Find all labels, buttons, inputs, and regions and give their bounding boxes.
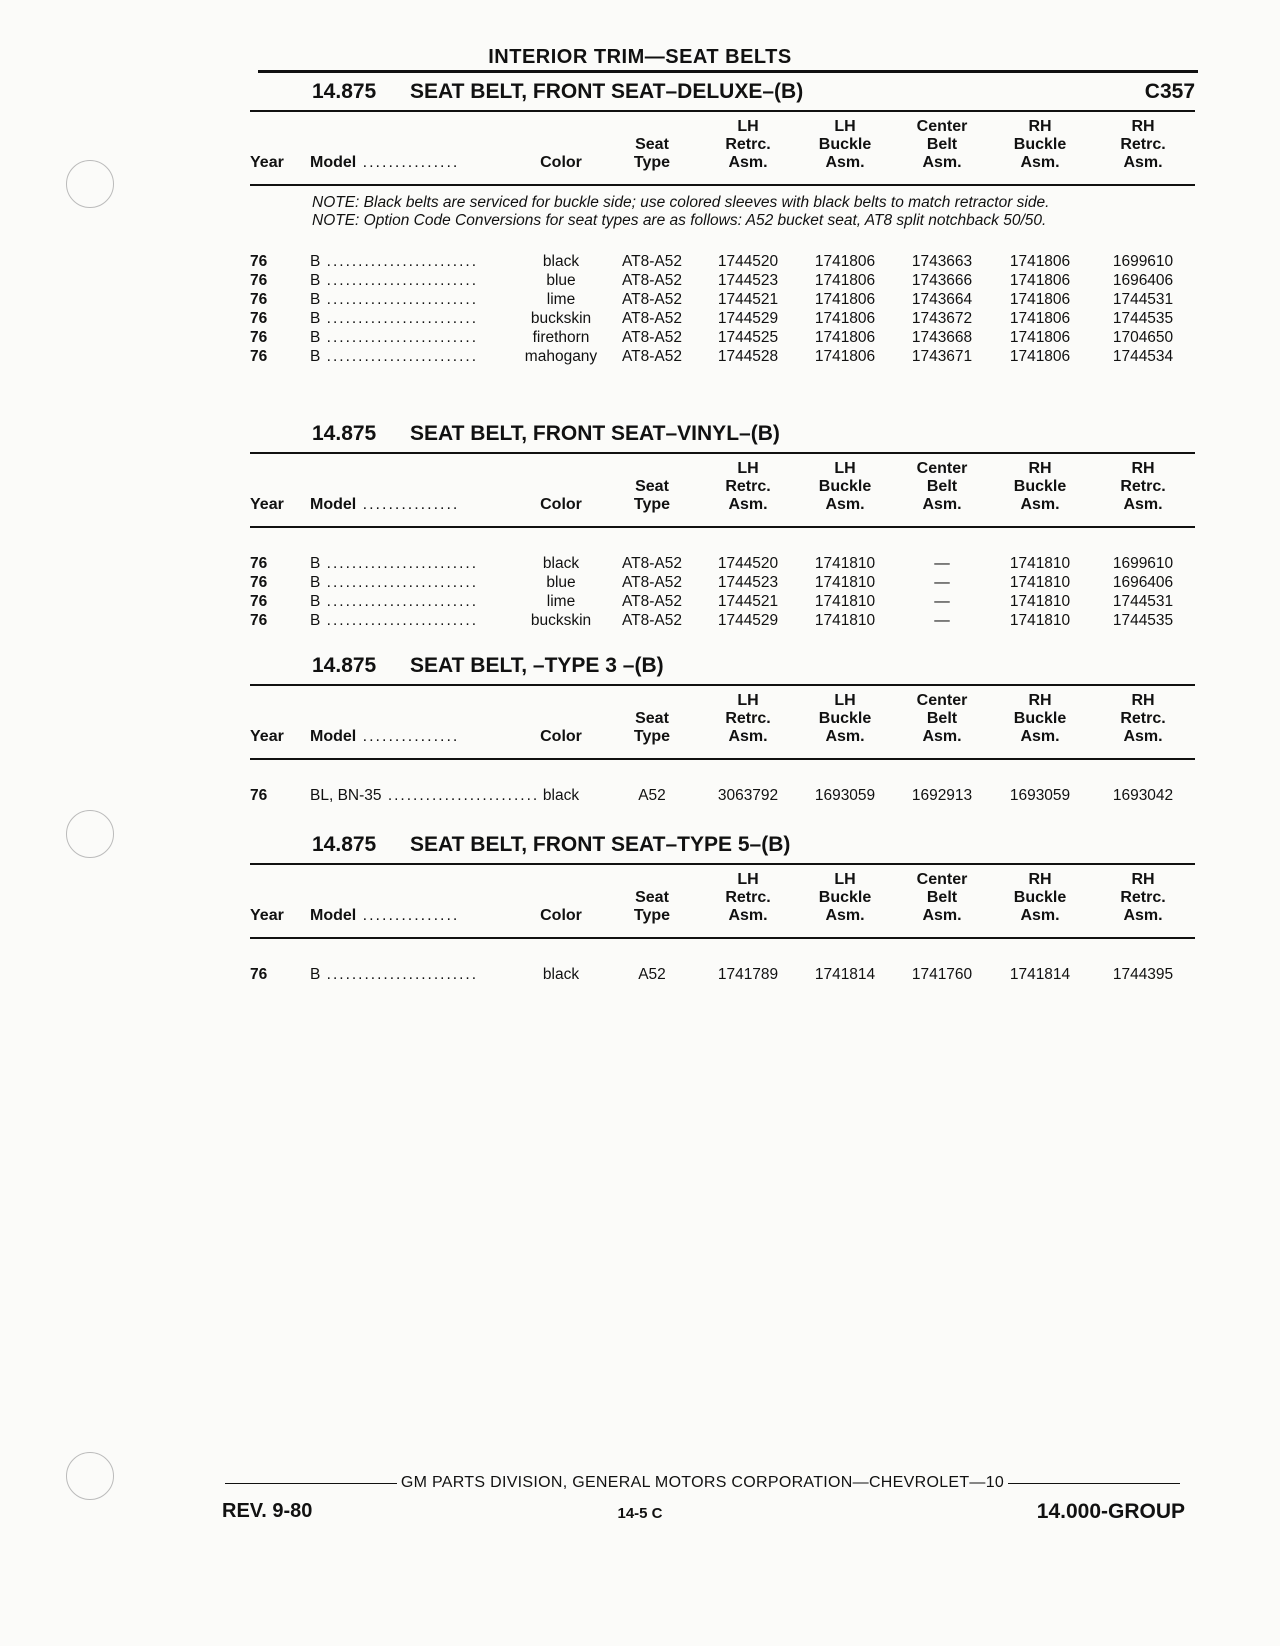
cell-rh-retrc: 1704650 [1112,329,1174,346]
column-header-center-belt: Center Belt Asm. [916,871,968,924]
cell-center-belt: — [934,593,950,610]
title-rule [258,70,1198,73]
cell-model: B ........................ [310,291,479,308]
table-row [250,252,1195,271]
section-title: SEAT BELT, FRONT SEAT–TYPE 5–(B) [410,833,791,856]
cell-color: buckskin [530,612,592,629]
cell-color: black [542,966,580,983]
cell-lh-buckle: 1741806 [814,329,876,346]
cell-rh-retrc: 1744395 [1112,966,1174,983]
column-header-year: Year [250,728,284,745]
section-heading [250,422,1195,452]
section-code: 14.875 [312,833,377,856]
cell-rh-buckle: 1741810 [1009,574,1071,591]
cell-center-belt: 1692913 [911,787,973,804]
column-header-lh-buckle: LH Buckle Asm. [818,692,872,745]
cell-lh-buckle: 1741806 [814,272,876,289]
cell-lh-buckle: 1741810 [814,612,876,629]
cell-rh-retrc: 1696406 [1112,272,1174,289]
column-header-lh-buckle: LH Buckle Asm. [818,118,872,171]
cell-lh-buckle: 1693059 [814,787,876,804]
column-header-seat-type: Seat Type [633,889,671,924]
section-title: SEAT BELT, –TYPE 3 –(B) [410,654,664,677]
cell-seat-type: AT8-A52 [621,593,683,610]
cell-lh-buckle: 1741806 [814,310,876,327]
cell-rh-buckle: 1741810 [1009,612,1071,629]
cell-lh-retrc: 1744523 [717,272,779,289]
cell-rh-buckle: 1741810 [1009,555,1071,572]
punch-hole-bottom [66,1452,114,1500]
page-title: INTERIOR TRIM—SEAT BELTS [488,46,792,68]
section-ref: C357 [1144,80,1195,103]
cell-center-belt: 1741760 [911,966,973,983]
table-row [250,786,1195,805]
cell-color: black [542,555,580,572]
parts-table-body [250,965,1195,984]
section-code: 14.875 [312,654,377,677]
note-2: NOTE: Option Code Conversions for seat types are as follows: A52 bucket seat, AT8 split notchback 50/50. [312,212,1047,229]
column-header-center-belt: Center Belt Asm. [916,118,968,171]
column-header-center-belt: Center Belt Asm. [916,692,968,745]
notes-block [250,760,1195,786]
section-code: 14.875 [312,422,377,445]
cell-rh-buckle: 1741814 [1009,966,1071,983]
table-row [250,309,1195,328]
footer-rule-right [1008,1483,1180,1484]
column-header-row [250,112,1195,184]
cell-color: blue [546,272,576,289]
section-1 [250,80,1195,366]
cell-year: 76 [250,253,268,270]
cell-model: B ........................ [310,966,479,983]
page-number: 14-5 C [617,1505,663,1522]
cell-lh-retrc: 1744520 [717,555,779,572]
cell-lh-buckle: 1741814 [814,966,876,983]
cell-seat-type: AT8-A52 [621,555,683,572]
cell-rh-buckle: 1741810 [1009,593,1071,610]
column-header-color: Color [540,496,582,513]
table-row [250,554,1195,573]
cell-lh-buckle: 1741806 [814,348,876,365]
cell-model: B ........................ [310,272,479,289]
cell-rh-retrc: 1699610 [1112,253,1174,270]
column-header-lh-retrc: LH Retrc. Asm. [725,692,771,745]
cell-center-belt: 1743671 [911,348,973,365]
cell-rh-retrc: 1744535 [1112,310,1174,327]
cell-model: B ........................ [310,329,479,346]
revision-label: REV. 9-80 [222,1500,313,1522]
column-header-color: Color [540,728,582,745]
table-row [250,271,1195,290]
cell-lh-retrc: 1744525 [717,329,779,346]
column-header-rh-buckle: RH Buckle Asm. [1013,692,1067,745]
column-header-rh-retrc: RH Retrc. Asm. [1120,460,1166,513]
cell-year: 76 [250,787,268,804]
cell-seat-type: AT8-A52 [621,574,683,591]
parts-table-body [250,252,1195,366]
cell-seat-type: AT8-A52 [621,310,683,327]
cell-model: BL, BN-35 ........................ [310,787,540,804]
section-heading [250,80,1195,110]
cell-year: 76 [250,593,268,610]
cell-lh-buckle: 1741810 [814,555,876,572]
column-header-rh-retrc: RH Retrc. Asm. [1120,118,1166,171]
cell-seat-type: AT8-A52 [621,348,683,365]
column-header-rh-retrc: RH Retrc. Asm. [1120,692,1166,745]
cell-seat-type: AT8-A52 [621,253,683,270]
column-header-color: Color [540,907,582,924]
group-label: 14.000-GROUP [1036,1500,1185,1523]
column-header-rh-buckle: RH Buckle Asm. [1013,118,1067,171]
cell-year: 76 [250,272,268,289]
cell-lh-retrc: 1744529 [717,612,779,629]
cell-rh-retrc: 1744535 [1112,612,1174,629]
table-row [250,347,1195,366]
column-header-seat-type: Seat Type [633,478,671,513]
cell-rh-buckle: 1693059 [1009,787,1071,804]
cell-color: lime [546,291,576,308]
cell-rh-buckle: 1741806 [1009,272,1071,289]
column-header-model: Model ............... [310,728,460,745]
cell-center-belt: — [934,612,950,629]
cell-rh-retrc: 1699610 [1112,555,1174,572]
cell-lh-buckle: 1741806 [814,253,876,270]
column-header-model: Model ............... [310,907,460,924]
cell-lh-retrc: 1744529 [717,310,779,327]
cell-lh-retrc: 1744521 [717,593,779,610]
cell-seat-type: AT8-A52 [621,612,683,629]
cell-lh-retrc: 1744521 [717,291,779,308]
column-header-year: Year [250,154,284,171]
section-code: 14.875 [312,80,377,103]
column-header-center-belt: Center Belt Asm. [916,460,968,513]
cell-rh-buckle: 1741806 [1009,310,1071,327]
cell-lh-buckle: 1741810 [814,574,876,591]
cell-lh-retrc: 1741789 [717,966,779,983]
cell-model: B ........................ [310,574,479,591]
section-title: SEAT BELT, FRONT SEAT–DELUXE–(B) [410,80,804,103]
cell-seat-type: AT8-A52 [621,272,683,289]
cell-year: 76 [250,612,268,629]
cell-color: black [542,253,580,270]
column-header-seat-type: Seat Type [633,710,671,745]
cell-rh-buckle: 1741806 [1009,329,1071,346]
table-row [250,611,1195,630]
cell-year: 76 [250,574,268,591]
table-row [250,573,1195,592]
column-header-year: Year [250,496,284,513]
punch-hole-top [66,160,114,208]
column-header-rh-buckle: RH Buckle Asm. [1013,460,1067,513]
cell-rh-retrc: 1696406 [1112,574,1174,591]
column-header-seat-type: Seat Type [633,136,671,171]
footer-rule-left [225,1483,397,1484]
cell-lh-retrc: 1744520 [717,253,779,270]
cell-color: black [542,787,580,804]
table-row [250,592,1195,611]
section-3 [250,654,1195,805]
section-4 [250,833,1195,984]
cell-rh-retrc: 1744531 [1112,593,1174,610]
cell-model: B ........................ [310,612,479,629]
column-header-lh-buckle: LH Buckle Asm. [818,460,872,513]
parts-table-body [250,554,1195,630]
note-1: NOTE: Black belts are serviced for buckle side; use colored sleeves with black belts to match retractor side. [312,194,1050,211]
section-heading [250,654,1195,684]
cell-seat-type: AT8-A52 [621,291,683,308]
cell-center-belt: 1743664 [911,291,973,308]
cell-seat-type: A52 [638,787,666,804]
cell-rh-retrc: 1744531 [1112,291,1174,308]
cell-color: lime [546,593,576,610]
footer-division-line [225,1474,1180,1492]
cell-year: 76 [250,555,268,572]
cell-rh-retrc: 1744534 [1112,348,1174,365]
cell-rh-buckle: 1741806 [1009,348,1071,365]
cell-year: 76 [250,966,268,983]
column-header-model: Model ............... [310,496,460,513]
cell-lh-retrc: 3063792 [717,787,779,804]
cell-rh-buckle: 1741806 [1009,253,1071,270]
cell-year: 76 [250,348,268,365]
table-row [250,290,1195,309]
cell-year: 76 [250,329,268,346]
column-header-model: Model ............... [310,154,460,171]
cell-lh-buckle: 1741810 [814,593,876,610]
column-header-row [250,865,1195,937]
cell-color: mahogany [524,348,598,365]
cell-rh-buckle: 1741806 [1009,291,1071,308]
cell-lh-retrc: 1744528 [717,348,779,365]
cell-rh-retrc: 1693042 [1112,787,1174,804]
cell-center-belt: 1743663 [911,253,973,270]
cell-color: buckskin [530,310,592,327]
cell-lh-retrc: 1744523 [717,574,779,591]
section-title: SEAT BELT, FRONT SEAT–VINYL–(B) [410,422,780,445]
cell-center-belt: — [934,574,950,591]
column-header-rh-buckle: RH Buckle Asm. [1013,871,1067,924]
cell-center-belt: — [934,555,950,572]
punch-hole-middle [66,810,114,858]
cell-model: B ........................ [310,555,479,572]
column-header-lh-retrc: LH Retrc. Asm. [725,118,771,171]
cell-center-belt: 1743666 [911,272,973,289]
table-row [250,965,1195,984]
parts-table-body [250,786,1195,805]
column-header-row [250,686,1195,758]
section-heading [250,833,1195,863]
cell-lh-buckle: 1741806 [814,291,876,308]
cell-seat-type: A52 [638,966,666,983]
column-header-lh-buckle: LH Buckle Asm. [818,871,872,924]
column-header-year: Year [250,907,284,924]
column-header-lh-retrc: LH Retrc. Asm. [725,460,771,513]
footer-division: GM PARTS DIVISION, GENERAL MOTORS CORPORATION—CHEVROLET—10 [400,1474,1005,1491]
cell-year: 76 [250,310,268,327]
column-header-lh-retrc: LH Retrc. Asm. [725,871,771,924]
notes-block [250,186,1195,252]
cell-year: 76 [250,291,268,308]
cell-model: B ........................ [310,348,479,365]
cell-model: B ........................ [310,310,479,327]
cell-model: B ........................ [310,253,479,270]
cell-model: B ........................ [310,593,479,610]
table-row [250,328,1195,347]
cell-seat-type: AT8-A52 [621,329,683,346]
notes-block [250,939,1195,965]
notes-block [250,528,1195,554]
column-header-rh-retrc: RH Retrc. Asm. [1120,871,1166,924]
column-header-color: Color [540,154,582,171]
column-header-row [250,454,1195,526]
cell-color: blue [546,574,576,591]
cell-color: firethorn [532,329,590,346]
section-2 [250,422,1195,630]
cell-center-belt: 1743672 [911,310,973,327]
cell-center-belt: 1743668 [911,329,973,346]
